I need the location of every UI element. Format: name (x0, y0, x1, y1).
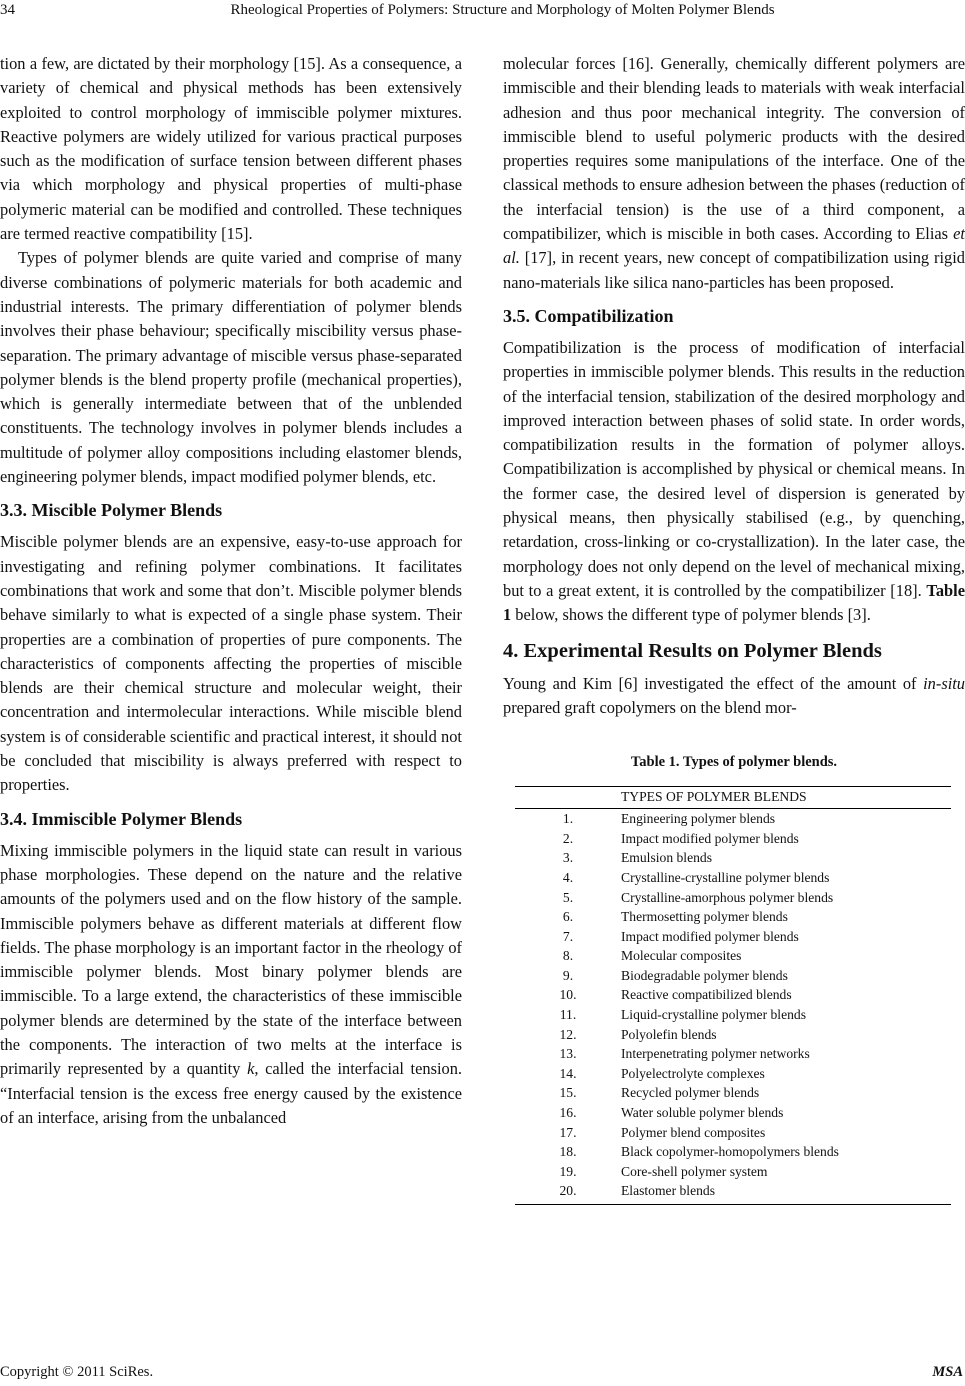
paragraph (503, 336, 965, 628)
blend-type: Molecular composites (621, 948, 742, 964)
left-column (0, 52, 462, 1130)
blend-type: Recycled polymer blends (621, 1085, 760, 1101)
table-row (515, 1181, 951, 1204)
paragraph: Types of polymer blends are quite varied and comprise of many diverse combinations of polymeric materials for both academic and industrial interests. The primary differentiation of polymer blends involves their phase behaviour; specifically miscibility versus phase-separation. The primary advantage of miscible versus phase-separated polymer blends is the blend property profile (mechanical properties), which is generally intermediate between that of the unblended constituents. The technology involves in polymer blends includes a multitude of polymer alloy compositions including elastomer blends, engineering polymer blends, impact modified polymer blends, etc. (0, 248, 462, 487)
section-heading: 3.4. Immiscible Polymer Blends (0, 808, 243, 829)
blend-type: Thermosetting polymer blends (621, 909, 788, 925)
table-row (515, 1083, 951, 1103)
section-heading: 4. Experimental Results on Polymer Blends (503, 639, 882, 662)
italic-symbol: k (247, 1059, 255, 1079)
blend-type: Polyolefin blends (621, 1026, 717, 1042)
table-row (515, 1142, 951, 1162)
table-row (515, 985, 951, 1005)
table-row (515, 809, 951, 829)
row-number: 2. (562, 830, 574, 846)
row-number: 13. (559, 1046, 577, 1062)
row-number: 3. (562, 850, 574, 866)
table-row (515, 888, 951, 908)
blend-type: Impact modified polymer blends (621, 830, 799, 846)
table-row (515, 1123, 951, 1143)
italic-text: et al. (503, 224, 965, 268)
table-row (515, 868, 951, 888)
text-run: prepared graft copolymers on the blend mor- (503, 697, 797, 717)
table-body (515, 809, 951, 1205)
blend-type: Reactive compatibilized blends (621, 987, 792, 1003)
page-header (0, 0, 965, 30)
table-row (515, 907, 951, 927)
row-number: 14. (559, 1065, 577, 1081)
blend-type: Crystalline-amorphous polymer blends (621, 889, 834, 905)
row-number: 17. (559, 1124, 577, 1140)
row-number: 20. (515, 1181, 621, 1204)
running-title: Rheological Properties of Polymers: Structure and Morphology of Molten Polymer Blends (230, 2, 775, 18)
text-run: [17], in recent years, new concept of compatibilization using rigid nano-materials like silica nano-particles has been proposed. (503, 248, 965, 292)
right-column (503, 52, 965, 1205)
journal-abbrev: MSA (932, 1364, 963, 1380)
text-run: , called the interfacial tension. “Interfacial tension is the excess free energy caused by the existence of an interface, arising from the unbalanced (0, 1059, 463, 1127)
blend-type: Core-shell polymer system (621, 1163, 768, 1179)
table-row (515, 966, 951, 986)
text-run: Mixing immiscible polymers in the liquid state can result in various phase morphologies. These depend on the nature and the relative amounts of the polymers used and on the flow history of the sample. Immiscible polymers behave as different materials at different flow fields. The phase morphology is an important factor in the rheology of immiscible polymer blends. Most binary polymer blends are immiscible. To a large extend, the characteristics of these immiscible polymer blends are determined by the state of the interface between the components. The interaction of two melts at the interface is primarily represented by a quantity (0, 840, 462, 1079)
paragraph (503, 672, 965, 721)
text-run: Young and Kim [6] investigated the effect of the amount of (503, 673, 924, 693)
row-number: 7. (562, 928, 574, 944)
row-number: 19. (559, 1163, 577, 1179)
blend-type: Interpenetrating polymer networks (621, 1046, 810, 1062)
row-number: 18. (559, 1144, 577, 1160)
blend-type: Impact modified polymer blends (621, 928, 799, 944)
paragraph (503, 52, 965, 295)
italic-text: in-situ (923, 673, 965, 693)
paragraph: tion a few, are dictated by their morphology [15]. As a consequence, a variety of chemical and physical methods has been extensively exploited to control morphology of immiscible polymer mixtures. Reactive polymers are widely utilized for various practical purposes such as the modification of surface tension between different phases via which morphology and physical properties of multi-phase polymeric material can be modified and controlled. These techniques are termed reactive compatibility [15]. (0, 54, 462, 244)
row-number: 8. (562, 948, 574, 964)
table-reference: Table 1 (503, 580, 965, 625)
table-header: TYPES OF POLYMER BLENDS (621, 787, 951, 809)
table-row (515, 829, 951, 849)
text-run: below, shows the different type of polymer blends [3]. (511, 605, 871, 625)
row-number: 12. (559, 1026, 577, 1042)
blend-type: Biodegradable polymer blends (621, 967, 788, 983)
page-number: 34 (0, 2, 15, 18)
blend-type: Polymer blend composites (621, 1124, 766, 1140)
section-heading: 3.3. Miscible Polymer Blends (0, 500, 223, 521)
row-number: 1. (562, 811, 574, 827)
blend-type: Emulsion blends (621, 850, 713, 866)
table-header-row (515, 787, 951, 809)
table-row (515, 1064, 951, 1084)
table-row (515, 927, 951, 947)
table-row (515, 946, 951, 966)
blend-type: Liquid-crystalline polymer blends (621, 1007, 806, 1023)
text-run: Compatibilization is the process of modification of interfacial properties in immiscible polymer blends. This results in the reduction of the interfacial tension, stabilization of the desired morphology and improved interaction between phases of solid state. In order words, compatibilization results in the formation of polymer alloys. Compatibilization is accomplished by physical or chemical means. In the former case, the desired level of dispersion is generated by physical means, then physically stabilised (e.g., by quenching, retardation, cross-linking or co-crystallization). In the later case, the morphology does not only depend on the level of mechanical mixing, but to a great extent, it is controlled by the compatibilizer [18]. (503, 337, 965, 600)
table-row (515, 1103, 951, 1123)
blend-type: Elastomer blends (621, 1181, 951, 1204)
blend-type: Water soluble polymer blends (621, 1105, 784, 1121)
polymer-blends-table (515, 786, 951, 1205)
paragraph (0, 839, 462, 1131)
blend-type: Engineering polymer blends (621, 811, 776, 827)
row-number: 11. (559, 1007, 577, 1023)
blend-type: Polyelectrolyte complexes (621, 1065, 765, 1081)
row-number: 5. (562, 889, 574, 905)
row-number: 10. (559, 987, 577, 1003)
text-run: molecular forces [16]. Generally, chemically different polymers are immiscible and their blending leads to materials with weak interfacial adhesion and thus poor mechanical integrity. The conversion of immiscible blend to useful polymeric products with the desired properties requires some manipulations of the interface. One of the classical methods to ensure adhesion between the phases (reduction of the interfacial tension) is the use of a third component, a compatibilizer, which is miscible in both cases. According to Elias (503, 54, 965, 244)
row-number: 6. (562, 909, 574, 925)
table-row (515, 1025, 951, 1045)
row-number: 9. (562, 967, 574, 983)
paragraph: Miscible polymer blends are an expensive, easy-to-use approach for investigating and refining polymer combinations. It facilitates combinations that work and some that don’t. Miscible polymer blends behave similarly to what is expected of a single phase system. Their properties are a combination of properties of pure components. The characteristics of components affecting the properties of miscible blends are their chemical structure and molecular weight, their concentration and intermolecular interactions. While miscible blend system is of considerable scientific and practical interest, it should not be concluded that miscibility is always preferred with respect to properties. (0, 532, 462, 795)
copyright: Copyright © 2011 SciRes. (0, 1364, 154, 1380)
row-number: 15. (559, 1085, 577, 1101)
row-number: 4. (562, 869, 574, 885)
row-number: 16. (559, 1105, 577, 1121)
table-caption: Table 1. Types of polymer blends. (630, 754, 838, 771)
table-header-spacer (515, 787, 621, 809)
blend-type: Black copolymer-homopolymers blends (621, 1144, 839, 1160)
table-row (515, 1044, 951, 1064)
table-row (515, 1162, 951, 1182)
table-row (515, 848, 951, 868)
blend-type: Crystalline-crystalline polymer blends (621, 869, 830, 885)
table-row (515, 1005, 951, 1025)
section-heading: 3.5. Compatibilization (503, 305, 674, 326)
